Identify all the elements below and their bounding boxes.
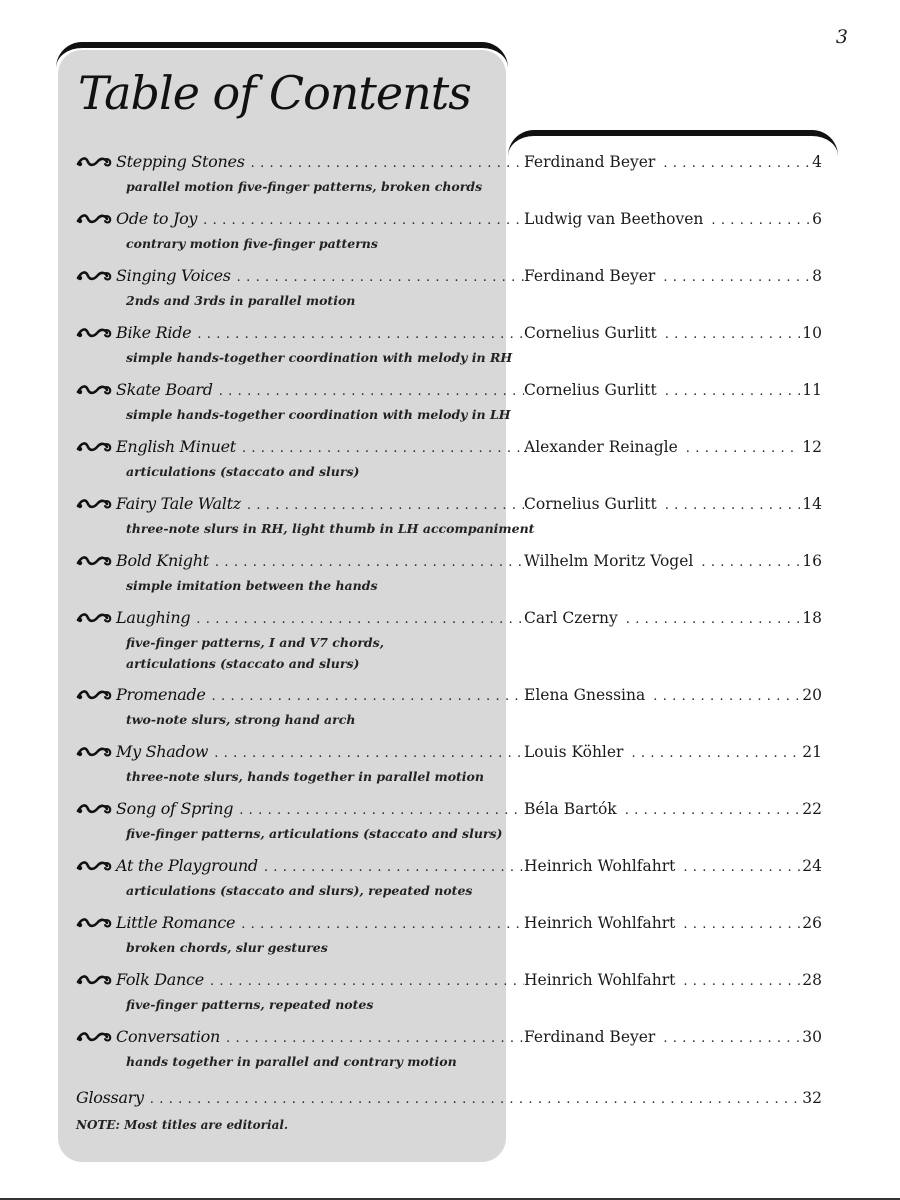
entry-description: three-note slurs, hands together in parallel motion (126, 769, 484, 784)
composer-name: Ferdinand Beyer (524, 1028, 656, 1046)
toc-list (76, 152, 822, 1132)
entry-description: simple hands-together coordination with melody in RH (126, 350, 513, 365)
leader-dots (663, 270, 810, 285)
entry-description-block (126, 937, 822, 958)
ornament-flourish-icon (76, 554, 116, 568)
ornament-flourish-icon (76, 155, 116, 169)
song-title: Fairy Tale Waltz (116, 494, 241, 513)
composer-name: Ferdinand Beyer (524, 153, 656, 171)
leader-dots (237, 270, 524, 285)
song-title: Song of Spring (116, 799, 234, 818)
leader-dots (665, 384, 801, 399)
entry-description: articulations (staccato and slurs), repeated notes (126, 883, 473, 898)
composer-name: Elena Gnessina (524, 686, 646, 704)
song-title: Conversation (116, 1027, 220, 1046)
leader-dots (150, 1092, 800, 1107)
ornament-flourish-icon (76, 973, 116, 987)
page-number: 3 (835, 26, 848, 48)
page-ref: 14 (802, 495, 822, 513)
composer-name: Heinrich Wohlfahrt (524, 971, 676, 989)
composer-name: Louis Köhler (524, 743, 624, 761)
toc-entry (76, 209, 822, 266)
entry-description-block (126, 461, 822, 482)
page-ref: 28 (802, 971, 822, 989)
entry-description: five-finger patterns, articulations (staccato and slurs) (126, 826, 503, 841)
leader-dots (665, 498, 801, 513)
glossary-title: Glossary (76, 1088, 144, 1107)
ornament-flourish-icon (76, 916, 116, 930)
toc-entry (76, 494, 822, 551)
ornament-flourish-icon (76, 802, 116, 816)
ornament-flourish-icon (76, 688, 116, 702)
entry-description-block (126, 1051, 822, 1072)
leader-dots (247, 498, 524, 513)
entry-description: two-note slurs, strong hand arch (126, 712, 356, 727)
leader-dots (631, 746, 800, 761)
entry-description: hands together in parallel and contrary motion (126, 1054, 457, 1069)
page-ref: 21 (802, 743, 822, 761)
toc-entry (76, 1027, 822, 1084)
leader-dots (711, 213, 810, 228)
toc-entry (76, 152, 822, 209)
composer-name: Béla Bartók (524, 800, 617, 818)
toc-entry (76, 685, 822, 742)
entry-description-block (126, 994, 822, 1015)
leader-dots (663, 1031, 800, 1046)
page-ref: 30 (802, 1028, 822, 1046)
entry-description-block (126, 347, 822, 368)
ornament-flourish-icon (76, 1030, 116, 1044)
leader-dots (625, 803, 801, 818)
page-ref: 22 (802, 800, 822, 818)
entry-description: broken chords, slur gestures (126, 940, 328, 955)
ornament-flourish-icon (76, 859, 116, 873)
entry-description-block (126, 709, 822, 730)
composer-name: Cornelius Gurlitt (524, 381, 657, 399)
entry-description: contrary motion five-finger patterns (126, 236, 378, 251)
entry-description-block (126, 766, 822, 787)
leader-dots (214, 746, 524, 761)
leader-dots (251, 156, 524, 171)
composer-name: Alexander Reinagle (524, 438, 678, 456)
page-ref: 26 (802, 914, 822, 932)
entry-description-block (126, 518, 822, 539)
toc-entry (76, 856, 822, 913)
ornament-flourish-icon (76, 269, 116, 283)
ornament-flourish-icon (76, 440, 116, 454)
page-ref: 10 (802, 324, 822, 342)
page-ref: 24 (802, 857, 822, 875)
page-ref: 32 (802, 1089, 822, 1107)
song-title: English Minuet (116, 437, 236, 456)
leader-dots (239, 803, 524, 818)
song-title: Singing Voices (116, 266, 231, 285)
leader-dots (683, 860, 800, 875)
song-title: My Shadow (116, 742, 209, 761)
leader-dots (197, 327, 524, 342)
toc-entry (76, 380, 822, 437)
composer-name: Wilhelm Moritz Vogel (524, 552, 694, 570)
page-ref: 20 (802, 686, 822, 704)
song-title: Bike Ride (116, 323, 192, 342)
song-title: Stepping Stones (116, 152, 245, 171)
entry-description: articulations (staccato and slurs) (126, 656, 360, 671)
entry-description-block (126, 290, 822, 311)
leader-dots (683, 917, 800, 932)
entry-description-block (126, 880, 822, 901)
song-title: Folk Dance (116, 970, 204, 989)
leader-dots (203, 213, 524, 228)
toc-entry (76, 970, 822, 1027)
composer-name: Heinrich Wohlfahrt (524, 857, 676, 875)
entry-description-block (126, 823, 822, 844)
entry-description-block (126, 575, 822, 596)
toc-entry (76, 323, 822, 380)
leader-dots (226, 1031, 524, 1046)
composer-name: Carl Czerny (524, 609, 618, 627)
composer-name: Heinrich Wohlfahrt (524, 914, 676, 932)
composer-name: Ludwig van Beethoven (524, 210, 704, 228)
song-title: Skate Board (116, 380, 213, 399)
leader-dots (683, 974, 800, 989)
leader-dots (665, 327, 801, 342)
toc-entry (76, 608, 822, 685)
leader-dots (219, 384, 524, 399)
page-ref: 16 (802, 552, 822, 570)
leader-dots (242, 441, 524, 456)
ornament-flourish-icon (76, 212, 116, 226)
editorial-note: NOTE: Most titles are editorial. (76, 1118, 289, 1132)
song-title: Ode to Joy (116, 209, 198, 228)
leader-dots (663, 156, 810, 171)
leader-dots (241, 917, 524, 932)
composer-name: Cornelius Gurlitt (524, 324, 657, 342)
leader-dots (215, 555, 524, 570)
toc-entry (76, 742, 822, 799)
page-ref: 4 (812, 153, 822, 171)
entry-description: articulations (staccato and slurs) (126, 464, 360, 479)
composer-name: Cornelius Gurlitt (524, 495, 657, 513)
entry-description: three-note slurs in RH, light thumb in LH accompaniment (126, 521, 535, 536)
toc-entry (76, 437, 822, 494)
page-title: Table of Contents (78, 66, 471, 120)
song-title: Laughing (116, 608, 191, 627)
leader-dots (701, 555, 800, 570)
song-title: Bold Knight (116, 551, 209, 570)
ornament-flourish-icon (76, 326, 116, 340)
toc-entry (76, 266, 822, 323)
ornament-flourish-icon (76, 383, 116, 397)
page-ref: 12 (802, 438, 822, 456)
toc-entry (76, 551, 822, 608)
leader-dots (686, 441, 800, 456)
entry-description-block (126, 404, 822, 425)
page-ref: 18 (802, 609, 822, 627)
page-ref: 11 (802, 381, 822, 399)
entry-description-block (126, 233, 822, 254)
leader-dots (264, 860, 524, 875)
entry-description: 2nds and 3rds in parallel motion (126, 293, 356, 308)
song-title: Little Romance (116, 913, 236, 932)
entry-description: five-finger patterns, I and V7 chords, (126, 635, 385, 650)
page-ref: 8 (812, 267, 822, 285)
page-ref: 6 (812, 210, 822, 228)
ornament-flourish-icon (76, 611, 116, 625)
entry-description: five-finger patterns, repeated notes (126, 997, 374, 1012)
song-title: At the Playground (116, 856, 258, 875)
glossary-entry (76, 1088, 822, 1132)
leader-dots (196, 612, 524, 627)
ornament-flourish-icon (76, 745, 116, 759)
entry-description: simple hands-together coordination with melody in LH (126, 407, 511, 422)
ornament-flourish-icon (76, 497, 116, 511)
toc-entry (76, 913, 822, 970)
song-title: Promenade (116, 685, 206, 704)
leader-dots (626, 612, 801, 627)
leader-dots (210, 974, 524, 989)
composer-name: Ferdinand Beyer (524, 267, 656, 285)
leader-dots (212, 689, 524, 704)
leader-dots (653, 689, 800, 704)
entry-description: parallel motion five-finger patterns, broken chords (126, 179, 483, 194)
entry-description-block (126, 176, 822, 197)
entry-description-block (126, 632, 822, 674)
toc-entry (76, 799, 822, 856)
entry-description: simple imitation between the hands (126, 578, 378, 593)
